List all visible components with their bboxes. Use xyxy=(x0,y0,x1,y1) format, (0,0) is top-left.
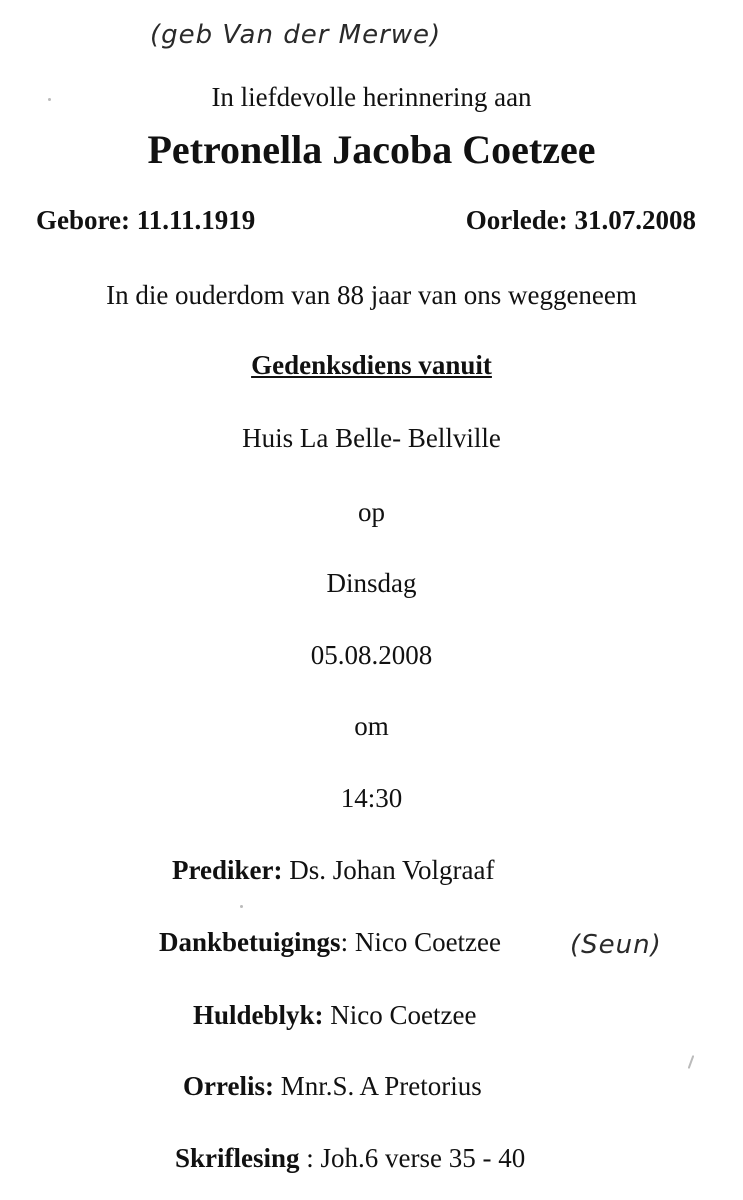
handwritten-seun-note: (Seun) xyxy=(570,930,662,960)
role-skriflesing xyxy=(175,1143,525,1174)
service-title: Gedenksdiens vanuit xyxy=(251,350,492,380)
role-dankbetuigings xyxy=(159,927,501,958)
service-venue: Huis La Belle- Bellville xyxy=(242,423,501,453)
birth-date xyxy=(36,205,255,236)
death-label: Oorlede: xyxy=(465,205,568,235)
role-orrelis xyxy=(183,1071,482,1102)
service-time: 14:30 xyxy=(340,783,403,813)
intro-line: In liefdevolle herinnering aan xyxy=(211,82,532,112)
deceased-name: Petronella Jacoba Coetzee xyxy=(147,127,596,172)
scan-speck xyxy=(48,98,51,101)
dankbetuigings-label: Dankbetuigings xyxy=(159,927,341,957)
orrelis-value: Mnr.S. A Pretorius xyxy=(280,1071,482,1101)
age-line: In die ouderdom van 88 jaar van ons weggeneem xyxy=(106,280,637,310)
birth-value: 11.11.1919 xyxy=(136,205,256,235)
death-date xyxy=(466,205,696,236)
orrelis-label: Orrelis: xyxy=(183,1071,274,1101)
prediker-value: Ds. Johan Volgraaf xyxy=(289,855,495,885)
huldeblyk-label: Huldeblyk: xyxy=(193,1000,324,1030)
service-op: op xyxy=(358,497,385,527)
service-om: om xyxy=(354,711,389,741)
scan-speck xyxy=(688,1055,695,1069)
role-prediker xyxy=(172,855,494,886)
service-day: Dinsdag xyxy=(326,568,417,598)
dankbetuigings-value: : Nico Coetzee xyxy=(340,927,502,957)
skriflesing-value: : Joh.6 verse 35 - 40 xyxy=(299,1143,526,1173)
role-huldeblyk xyxy=(193,1000,476,1031)
service-date: 05.08.2008 xyxy=(310,640,433,670)
death-value: 31.07.2008 xyxy=(574,205,696,235)
prediker-label: Prediker: xyxy=(172,855,283,885)
scan-speck xyxy=(240,905,243,908)
birth-label: Gebore: xyxy=(36,205,130,235)
handwritten-maiden-name-note: (geb Van der Merwe) xyxy=(150,20,442,50)
skriflesing-label: Skriflesing xyxy=(175,1143,300,1173)
huldeblyk-value: Nico Coetzee xyxy=(330,1000,477,1030)
